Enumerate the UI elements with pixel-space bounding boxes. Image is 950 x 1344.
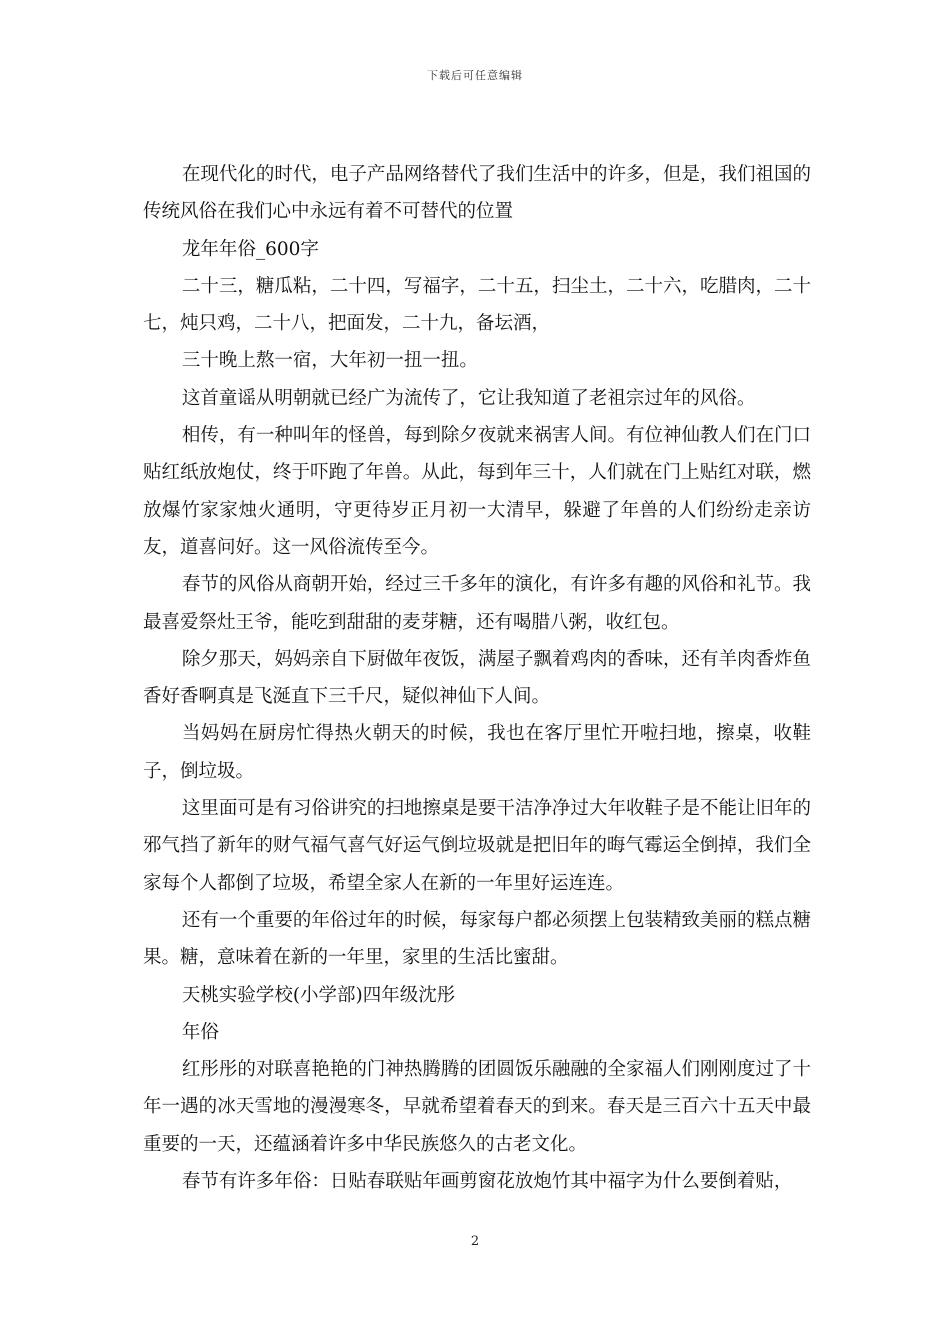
paragraph: 在现代化的时代，电子产品网络替代了我们生活中的许多，但是，我们祖国的传统风俗在我们心中永远有着不可替代的位置 (143, 164, 811, 223)
paragraph: 二十三，糖瓜粘，二十四，写福字，二十五，扫尘土，二十六，吃腊肉，二十七，炖只鸡，二十八，把面发，二十九，备坛酒， (143, 275, 811, 335)
paragraph: 红彤彤的对联喜艳艳的门神热腾腾的团圆饭乐融融的全家福人们刚刚度过了十年一遇的冰天雪地的漫漫寒冬，早就希望着春天的到来。春天是三百六十五天中最重要的一天，还蕴涵着许多中华民族悠久的古老文化。 (143, 1059, 811, 1155)
paragraph: 三十晚上熬一宿，大年初一扭一扭。 (181, 350, 478, 372)
paragraph: 这里面可是有习俗讲究的扫地擦桌是要干洁净净过大年收鞋子是不能让旧年的邪气挡了新年的财气福气喜气好运气倒垃圾就是把旧年的晦气霉运全倒掉，我们全家每个人都倒了垃圾，希望全家人在新的一年里好运连连。 (143, 798, 811, 894)
essay-title: 年俗 (181, 1021, 219, 1043)
paragraph: 相传，有一种叫年的怪兽，每到除夕夜就来祸害人间。有位神仙教人们在门口贴红纸放炮仗，终于吓跑了年兽。从此，每到年三十，人们就在门上贴红对联，燃放爆竹家家烛火通明，守更待岁正月初一大清早，躲避了年兽的人们纷纷走亲访友，道喜问好。这一风俗流传至今。 (143, 425, 811, 558)
paragraph: 春节的风俗从商朝开始，经过三千多年的演化，有许多有趣的风俗和礼节。我最喜爱祭灶王爷，能吃到甜甜的麦芽糖，还有喝腊八粥，收红包。 (143, 574, 811, 633)
essay-title: 龙年年俗_600字 (181, 238, 319, 260)
page-number: 2 (470, 1234, 480, 1249)
page-header: 下载后可任意编辑 (427, 69, 523, 82)
paragraph: 还有一个重要的年俗过年的时候，每家每户都必须摆上包装精致美丽的糕点糖果。糖，意味着在新的一年里，家里的生活比蜜甜。 (143, 909, 811, 969)
paragraph: 除夕那天，妈妈亲自下厨做年夜饭，满屋子飘着鸡肉的香味，还有羊肉香炸鱼香好香啊真是飞涎直下三千尺，疑似神仙下人间。 (143, 648, 811, 708)
author-line: 天桃实验学校(小学部)四年级沈彤 (181, 984, 456, 1006)
document-body (143, 156, 811, 1200)
paragraph: 这首童谣从明朝就已经广为流传了，它让我知道了老祖宗过年的风俗。 (181, 387, 756, 409)
paragraph: 当妈妈在厨房忙得热火朝天的时候，我也在客厅里忙开啦扫地，擦桌，收鞋子，倒垃圾。 (143, 723, 811, 782)
paragraph: 春节有许多年俗：日贴春联贴年画剪窗花放炮竹其中福字为什么要倒着贴， (181, 1171, 793, 1193)
